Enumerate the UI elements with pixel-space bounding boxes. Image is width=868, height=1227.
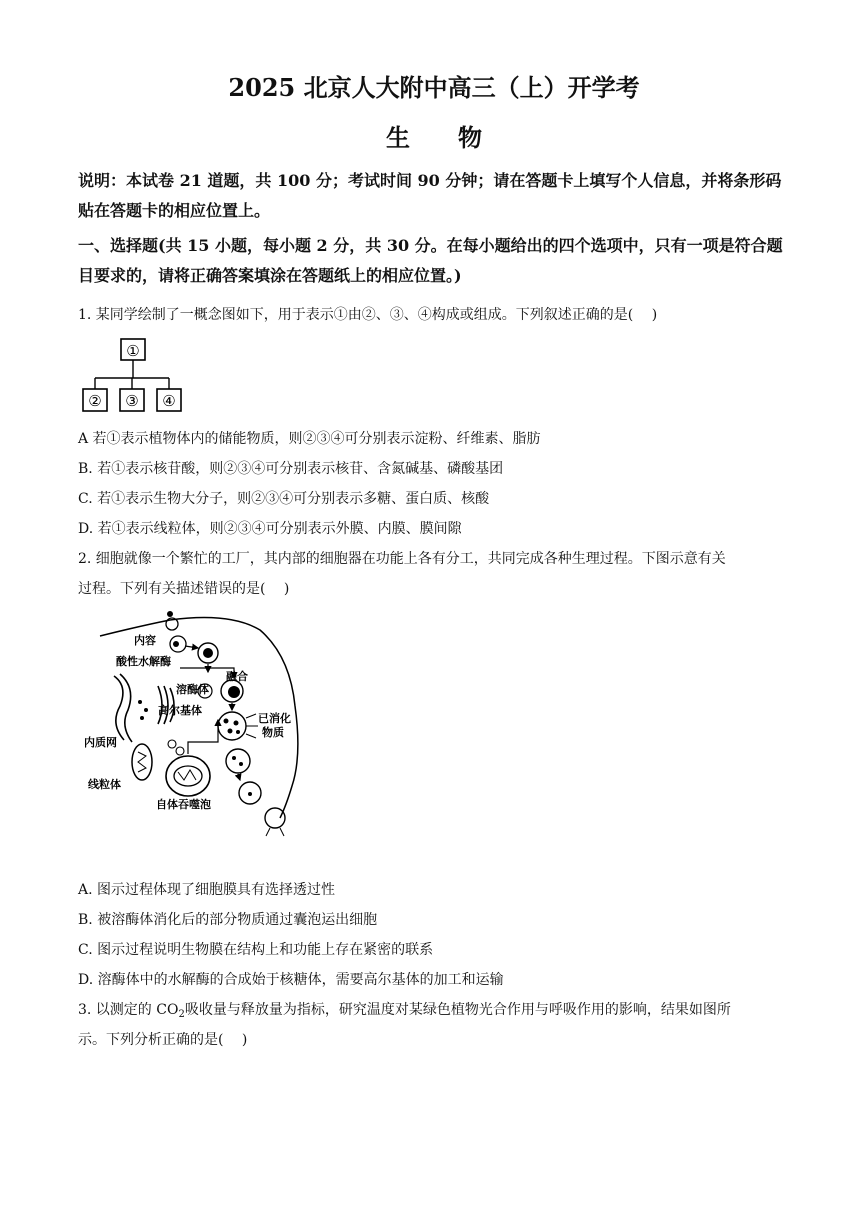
q3-stem-line2: 示。下列分析正确的是( ) xyxy=(78,1032,248,1048)
label-er: 内质网 xyxy=(84,736,117,749)
label-fusion: 融合 xyxy=(226,670,248,683)
subject-title: 生 物 xyxy=(386,123,482,152)
q3-stem-line1 xyxy=(78,999,731,1020)
concept-label-2: ② xyxy=(88,392,102,410)
concept-label-4: ④ xyxy=(162,392,176,410)
q1-option-c: C. 若①表示生物大分子，则②③④可分别表示多糖、蛋白质、核酸 xyxy=(78,491,490,507)
q2-option-c: C. 图示过程说明生物膜在结构上和功能上存在紧密的联系 xyxy=(78,942,434,958)
q1-option-d: D. 若①表示线粒体，则②③④可分别表示外膜、内膜、膜间隙 xyxy=(78,521,462,537)
label-golgi: 高尔基体 xyxy=(158,704,202,717)
q2-cell-figure xyxy=(80,606,310,838)
exam-title: 2025 北京人大附中高三（上）开学考 xyxy=(228,73,640,102)
q2-option-b: B. 被溶酶体消化后的部分物质通过囊泡运出细胞 xyxy=(78,912,378,928)
q2-stem-line2: 过程。下列有关描述错误的是( ) xyxy=(78,581,290,597)
concept-label-top: ① xyxy=(126,342,140,360)
label-neirong: 内容 xyxy=(134,634,156,647)
q2-option-d: D. 溶酶体中的水解酶的合成始于核糖体，需要高尔基体的加工和运输 xyxy=(78,972,504,988)
instructions: 说明：本试卷 21 道题，共 100 分；考试时间 90 分钟；请在答题卡上填写个人信息，并将条形码贴在答题卡的相应位置上。 xyxy=(78,171,782,220)
label-digested-1: 已消化 xyxy=(258,712,291,725)
q1-option-a: A 若①表示植物体内的储能物质，则②③④可分别表示淀粉、纤维素、脂肪 xyxy=(78,431,541,447)
q2-stem-line1: 2. 细胞就像一个繁忙的工厂，其内部的细胞器在功能上各有分工，共同完成各种生理过程。下图示意有关 xyxy=(78,551,726,567)
label-digested-2: 物质 xyxy=(262,726,284,739)
label-mitochondria: 线粒体 xyxy=(88,778,121,791)
label-acid-hydrolase: 酸性水解酶 xyxy=(116,655,171,668)
q1-stem: 1. 某同学绘制了一概念图如下，用于表示①由②、③、④构成或组成。下列叙述正确的是( ) xyxy=(78,307,658,323)
q1-concept-diagram xyxy=(80,336,182,416)
mitochondrion xyxy=(132,744,152,780)
q3-stem-part-a: 3. 以测定的 CO xyxy=(78,1002,179,1018)
q3-stem-part-b: 吸收量与释放量为指标，研究温度对某绿色植物光合作用与呼吸作用的影响，结果如图所 xyxy=(184,1002,731,1018)
label-lysosome: 溶酶体 xyxy=(176,683,209,696)
section1-heading: 一、选择题(共 15 小题，每小题 2 分，共 30 分。在每小题给出的四个选项中，只有一项是符合题目要求的，请将正确答案填涂在答题纸上的相应位置。) xyxy=(78,236,783,285)
label-autophagosome: 自体吞噬泡 xyxy=(156,798,211,811)
concept-label-3: ③ xyxy=(125,392,139,410)
autophagosome xyxy=(166,756,210,796)
endoplasmic-reticulum xyxy=(114,674,132,742)
q1-option-b: B. 若①表示核苷酸，则②③④可分别表示核苷、含氮碱基、磷酸基团 xyxy=(78,461,504,477)
q2-option-a: A. 图示过程体现了细胞膜具有选择透过性 xyxy=(78,882,336,898)
q3-stem-subscript: 2 xyxy=(178,1009,185,1020)
